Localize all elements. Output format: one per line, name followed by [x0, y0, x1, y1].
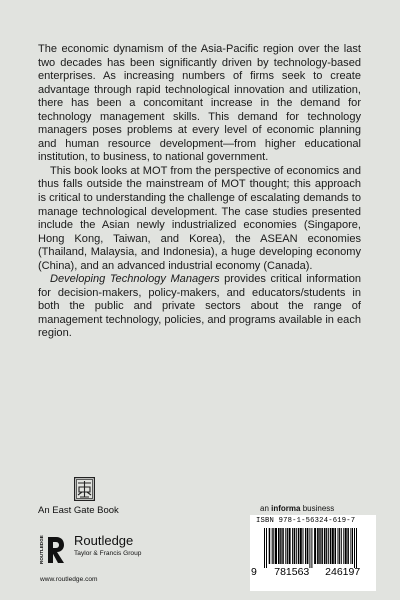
- routledge-r-icon: [38, 534, 66, 566]
- publisher-group: Taylor & Francis Group: [74, 550, 142, 557]
- barcode-number: [251, 566, 371, 578]
- cover-blurb: [38, 43, 361, 341]
- barcode-group-2: 246197: [325, 566, 361, 578]
- informa-business-label: an informa business: [260, 504, 335, 513]
- blurb-paragraph-2: This book looks at MOT from the perspective of economics and thus falls outside the mainstream of MOT thought; this approach is critical to understanding the challenge of escalating demands to manage technological development. The case studies presented include the Asian newly industrialized economies (Singapore, Hong Kong, Taiwan, and Korea), the ASEAN economies (Thailand, Malaysia, and Indonesia), a huge developing economy (China), and an advanced industrial economy (Canada).: [38, 164, 361, 272]
- barcode-bars: [264, 528, 364, 568]
- east-gate-book-label: An East Gate Book: [38, 505, 119, 516]
- isbn-text: ISBN 978-1-56324-619-7: [256, 517, 356, 525]
- barcode-first-digit: 9: [251, 566, 257, 578]
- book-title-italic: Developing Technology Managers: [50, 273, 220, 286]
- east-gate-seal-icon: [74, 477, 95, 501]
- publisher-name: Routledge: [74, 533, 134, 548]
- publisher-url[interactable]: www.routledge.com: [40, 576, 98, 583]
- blurb-paragraph-1: The economic dynamism of the Asia-Pacific region over the last two decades has been significantly driven by technology-based enterprises. As increasing numbers of firms seek to create advantage through rapid technological innovation and utilization, there has been a concomitant increase in the demand for technology management skills. This demand for technology managers poses problems at every level of economic planning and human resource development—from higher educational institution, to business, to national government.: [38, 43, 361, 164]
- barcode: [250, 515, 376, 591]
- barcode-group-1: 781563: [274, 566, 310, 578]
- routledge-vertical-text: ROUTLEDGE: [39, 535, 44, 564]
- informa-brand: informa: [271, 504, 301, 513]
- blurb-paragraph-3-text: provides critical information for decision-makers, policy-makers, and educators/students in both the public and private sectors about the range of management technology, policies, and programs available in each region.: [38, 273, 361, 340]
- blurb-paragraph-3: [38, 273, 361, 341]
